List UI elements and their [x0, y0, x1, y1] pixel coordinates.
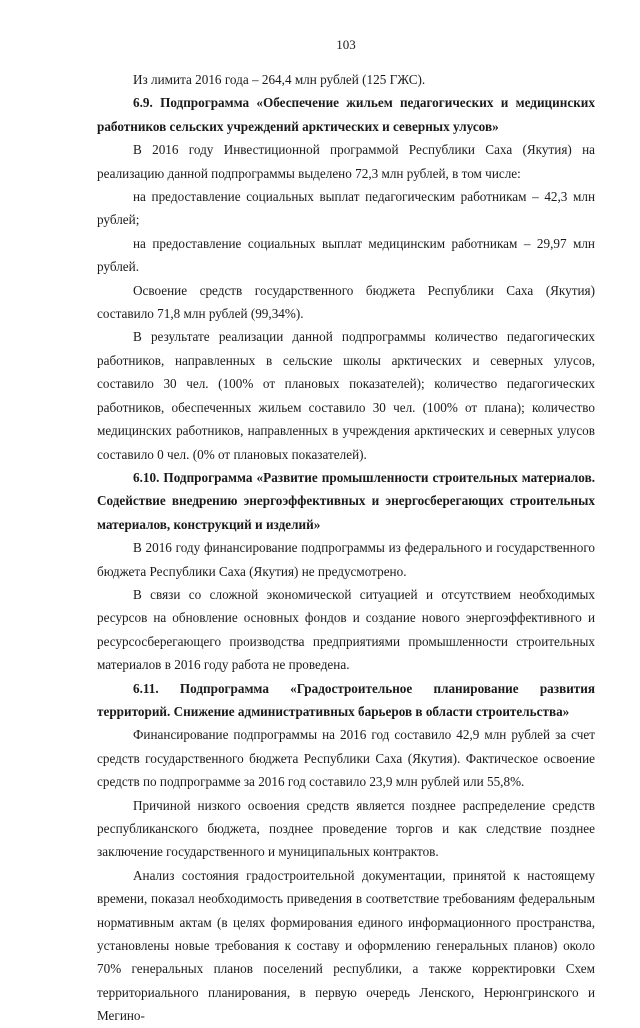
section-heading: 6.11. Подпрограмма «Градостроительное планирование развития территорий. Снижение административных барьеров в области строительства» [97, 680, 595, 719]
paragraph: Анализ состояния градостроительной документации, принятой к настоящему времени, показал необходимость приведения в соответствие требованиям федеральным нормативным актам (в целях формирования единого информационного пространства, установлены новые требования к составу и оформлению генеральных планов) около 70% генеральных планов поселений республики, а также корректировки Схем территориального планирования, в первую очередь Ленского, Нерюнгринского и Мегино- [97, 867, 595, 1024]
page-number: 103 [336, 37, 356, 52]
document-body [97, 68, 595, 1028]
paragraph: В 2016 году финансирование подпрограммы из федерального и государственного бюджета Республики Саха (Якутия) не предусмотрено. [97, 540, 595, 579]
paragraph: Из лимита 2016 года – 264,4 млн рублей (125 ГЖС). [133, 72, 426, 87]
paragraph: Освоение средств государственного бюджета Республики Саха (Якутия) составило 71,8 млн рублей (99,34%). [97, 282, 595, 322]
paragraph: В связи со сложной экономической ситуацией и отсутствием необходимых ресурсов на обновление основных фондов и создание нового энергоэффективного и ресурсосберегающего производства предприятиями промышленности строительных материалов в 2016 году работа не проведена. [97, 586, 595, 673]
paragraph: Финансирование подпрограммы на 2016 год составило 42,9 млн рублей за счет средств государственного бюджета Республики Саха (Якутия). Фактическое освоение средств по подпрограмме за 2016 год составило 23,9 млн рублей или 55,8%. [97, 727, 595, 790]
paragraph: В результате реализации данной подпрограммы количество педагогических работников, направленных в сельские школы арктических и северных улусов, составило 30 чел. (100% от плановых показателей); количество педагогических работников, обеспеченных жильем составило 30 чел. (100% от плана); количество медицинских работников, направленных в учреждения арктических и северных улусов составило 0 чел. (0% от плановых показателей). [97, 329, 595, 462]
paragraph: В 2016 году Инвестиционной программой Республики Саха (Якутия) на реализацию данной подпрограммы выделено 72,3 млн рублей, в том числе: [97, 142, 595, 181]
section-heading: 6.9. Подпрограмма «Обеспечение жильем педагогических и медицинских работников сельских учреждений арктических и северных улусов» [97, 95, 595, 134]
paragraph: на предоставление социальных выплат медицинским работникам – 29,97 млн рублей. [97, 235, 595, 275]
section-heading: 6.10. Подпрограмма «Развитие промышленности строительных материалов. Содействие внедрению энергоэффективных и энергосберегающих строительных материалов, конструкций и изделий» [97, 469, 595, 532]
paragraph: на предоставление социальных выплат педагогическим работникам – 42,3 млн рублей; [97, 189, 595, 228]
paragraph: Причиной низкого освоения средств является позднее распределение средств республиканского бюджета, позднее проведение торгов и как следствие позднее заключение государственного и муниципальных контрактов. [97, 797, 595, 860]
